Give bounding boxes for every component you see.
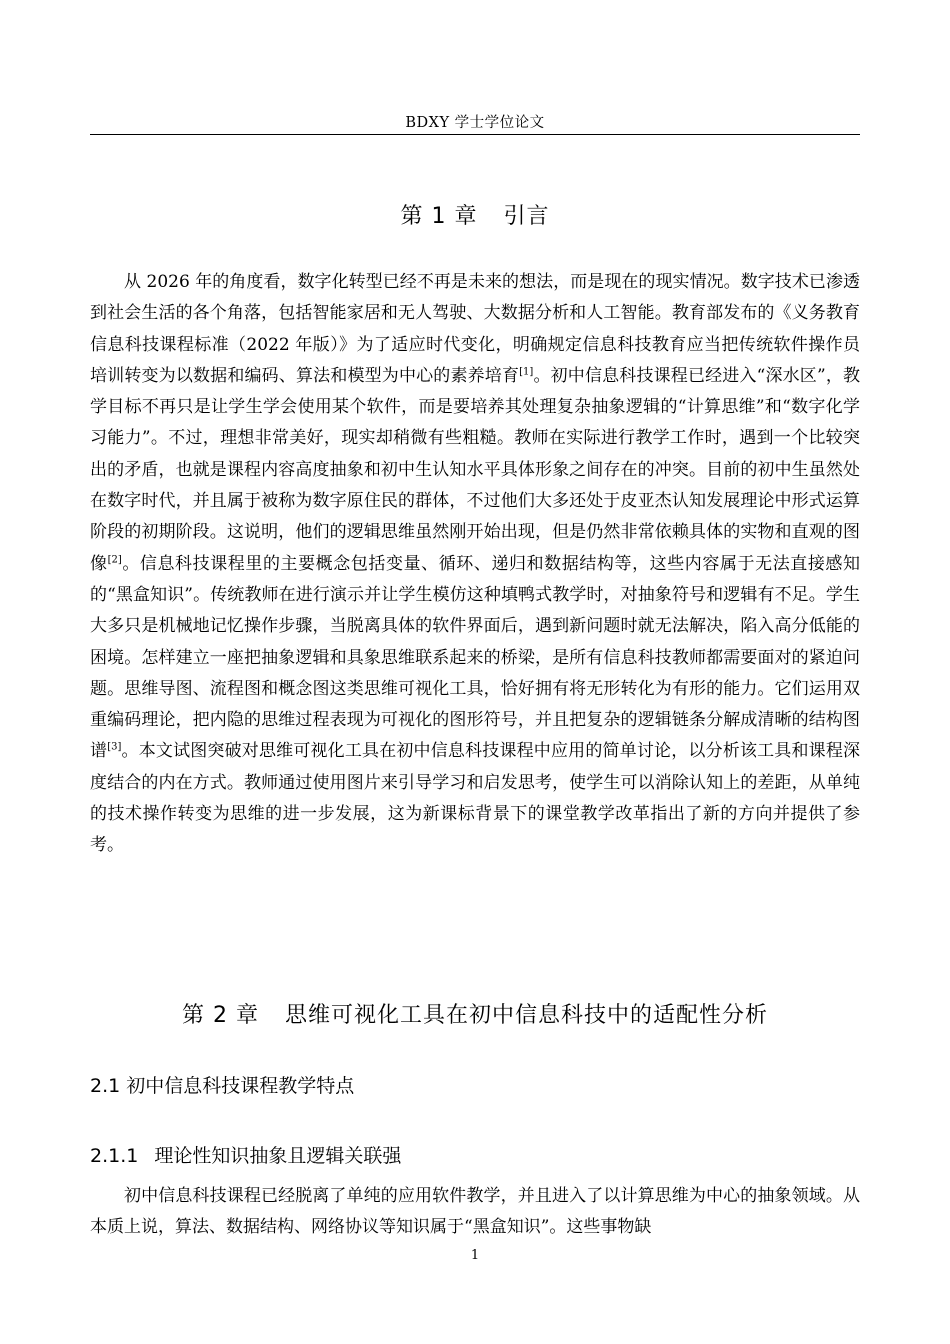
chapter-2-title: 思维可视化工具在初中信息科技中的适配性分析	[284, 1003, 768, 1028]
chapter-1-paragraph	[90, 267, 860, 862]
paragraph-text: 。初中信息科技课程已经进入“深水区”，教学目标不再只是让学生学会使用某个软件，而是要培养其处理复杂抽象逻辑的“计算思维”和“数字化学习能力”。不过，理想非常美好，现实却稍微有些粗糙。教师在实际进行教学工作时，遇到一个比较突出的矛盾，也就是课程内容高度抽象和初中生认知水平具体形象之间存在的冲突。目前的初中生虽然处在数字时代，并且属于被称为数字原住民的群体，不过他们大多还处于皮亚杰认知发展理论中形式运算阶段的初期阶段。这说明，他们的逻辑思维虽然刚开始出现，但是仍然非常依赖具体的实物和直观的图像	[90, 365, 860, 574]
page-number: 1	[470, 1248, 480, 1263]
paragraph-text: 从 2026 年的角度看，数字化转型已经不再是未来的想法，而是现在的现实情况。数字技术已渗透到社会生活的各个角落，包括智能家居和无人驾驶、大数据分析和人工智能。教育部发布的《义务教育信息科技课程标准（2022 年版）》为了适应时代变化，明确规定信息科技教育应当把传统软件操作员培训转变为以数据和编码、算法和模型为中心的素养培育	[90, 272, 860, 386]
header-rule	[90, 134, 860, 135]
chapter-2-number: 第 2 章	[182, 1003, 259, 1028]
section-2-1-1-number: 2.1.1	[90, 1145, 139, 1167]
chapter-1-title: 引言	[503, 204, 550, 229]
running-header: BDXY 学士学位论文	[405, 115, 545, 131]
paragraph-text: 。信息科技课程里的主要概念包括变量、循环、递归和数据结构等，这些内容属于无法直接感知的“黑盒知识”。传统教师在进行演示并让学生模仿这种填鸭式教学时，对抽象符号和逻辑有不足。学生大多只是机械地记忆操作步骤，当脱离具体的软件界面后，遇到新问题时就无法解决，陷入高分低能的困境。怎样建立一座把抽象逻辑和具象思维联系起来的桥梁，是所有信息科技教师都需要面对的紧迫问题。思维导图、流程图和概念图这类思维可视化工具，恰好拥有将无形转化为有形的能力。它们运用双重编码理论，把内隐的思维过程表现为可视化的图形符号，并且把复杂的逻辑链条分解成清晰的结构图谱	[90, 553, 860, 762]
citation-3[interactable]: [3]	[107, 741, 122, 753]
section-2-1-1-paragraph: 初中信息科技课程已经脱离了单纯的应用软件教学，并且进入了以计算思维为中心的抽象领域。从本质上说，算法、数据结构、网络协议等知识属于“黑盒知识”。这些事物缺	[90, 1186, 860, 1238]
chapter-2-heading	[90, 1001, 860, 1031]
citation-2[interactable]: [2]	[107, 554, 122, 566]
paragraph-text: 。本文试图突破对思维可视化工具在初中信息科技课程中应用的简单讨论，以分析该工具和课程深度结合的内在方式。教师通过使用图片来引导学习和启发思考，使学生可以消除认知上的差距，从单纯的技术操作转变为思维的进一步发展，这为新课标背景下的课堂教学改革指出了新的方向并提供了参考。	[90, 741, 861, 856]
section-2-1-1-heading	[90, 1142, 860, 1170]
section-2-1-heading: 2.1 初中信息科技课程教学特点	[90, 1075, 355, 1097]
chapter-1-heading	[90, 202, 860, 232]
section-2-1-1-title: 理论性知识抽象且逻辑关联强	[154, 1145, 402, 1167]
citation-1[interactable]: [1]	[519, 366, 534, 378]
chapter-1-number: 第 1 章	[400, 204, 478, 229]
